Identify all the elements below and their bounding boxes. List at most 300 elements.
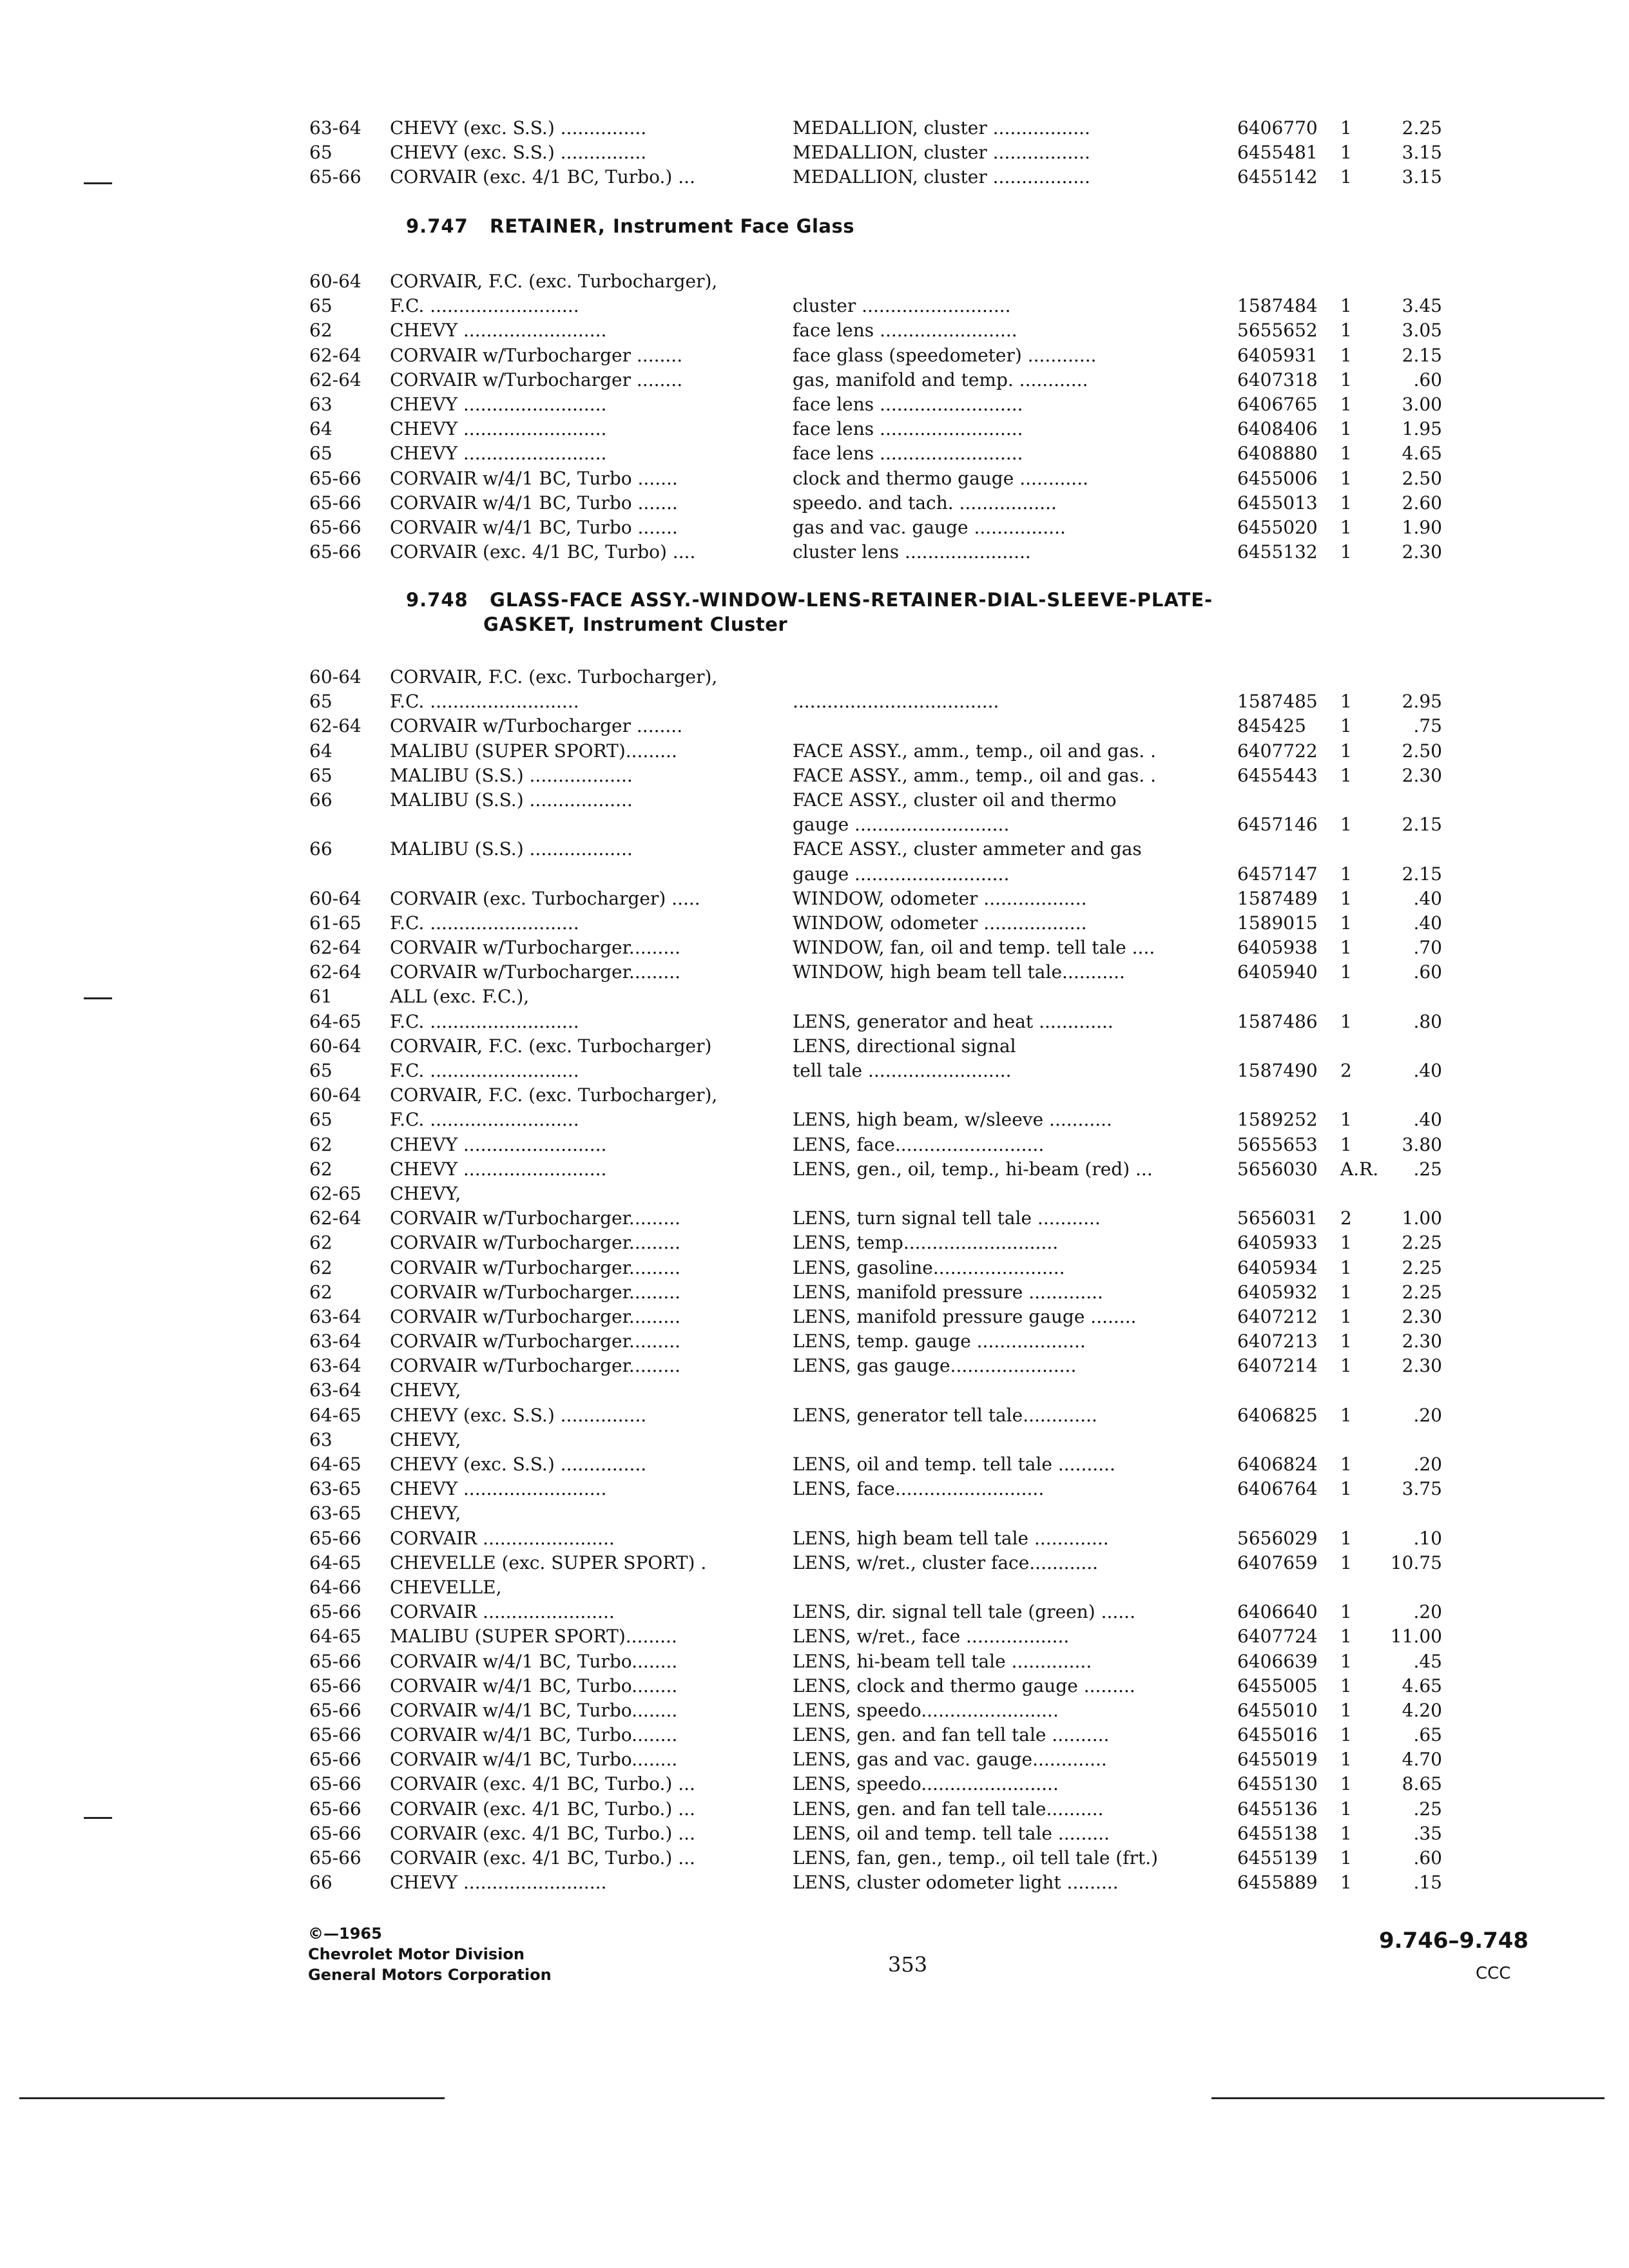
parts-row <box>303 1846 1450 1870</box>
quantity-cell: 1 <box>1340 912 1352 934</box>
quantity-cell: 1 <box>1340 516 1352 538</box>
description-cell: clock and thermo gauge ............ <box>793 467 1088 489</box>
part-number-cell: 6405933 <box>1237 1232 1318 1254</box>
model-cell: CHEVY ......................... <box>390 418 607 440</box>
model-cell: CORVAIR w/Turbocharger ........ <box>390 715 683 737</box>
description-cell: gas, manifold and temp. ............ <box>793 369 1088 390</box>
quantity-cell: 1 <box>1340 1675 1352 1696</box>
year-cell: 63-64 <box>309 1355 361 1377</box>
price-value: 3.15 <box>1402 142 1442 164</box>
price-value: .20 <box>1413 1601 1442 1623</box>
parts-row <box>303 862 1450 887</box>
model-cell: CORVAIR (exc. 4/1 BC, Turbo.) ... <box>390 1798 695 1820</box>
model-cell: CORVAIR w/Turbocharger......... <box>390 1232 681 1254</box>
price-value: 1.90 <box>1402 516 1442 538</box>
parts-row <box>303 441 1450 466</box>
parts-row <box>303 1083 1450 1108</box>
price-value: .60 <box>1413 1847 1442 1869</box>
margin-mark <box>84 997 112 999</box>
model-cell: CORVAIR w/4/1 BC, Turbo........ <box>390 1724 678 1746</box>
year-cell: 65-66 <box>309 1822 361 1844</box>
parts-row <box>303 1256 1450 1280</box>
year-cell: 64-65 <box>309 1404 361 1426</box>
year-cell: 64-65 <box>309 1010 361 1032</box>
parts-row <box>303 466 1450 491</box>
price-value: .10 <box>1413 1527 1442 1549</box>
year-cell: 61-65 <box>309 912 361 934</box>
price-value: 2.25 <box>1402 1281 1442 1303</box>
parts-row <box>303 1059 1450 1083</box>
description-cell: LENS, manifold pressure gauge ........ <box>793 1305 1137 1327</box>
year-cell: 65 <box>309 443 333 465</box>
model-cell: CORVAIR w/Turbocharger......... <box>390 1207 681 1229</box>
quantity-cell: 1 <box>1340 1749 1352 1771</box>
year-cell: 63 <box>309 1428 333 1450</box>
quantity-cell: 1 <box>1340 937 1352 959</box>
part-number-cell: 6407213 <box>1237 1331 1318 1352</box>
model-cell: CORVAIR w/Turbocharger......... <box>390 937 681 959</box>
section-number: 9.747 <box>406 215 468 237</box>
model-cell: CORVAIR w/Turbocharger......... <box>390 1256 681 1278</box>
quantity-cell: 1 <box>1340 443 1352 465</box>
model-cell: CHEVELLE, <box>390 1576 502 1598</box>
year-cell: 64 <box>309 740 333 762</box>
part-number-cell: 6407212 <box>1237 1305 1318 1327</box>
model-cell: ALL (exc. F.C.), <box>390 986 530 1008</box>
model-cell: CHEVELLE (exc. SUPER SPORT) . <box>390 1552 707 1573</box>
model-cell: MALIBU (S.S.) .................. <box>390 764 633 786</box>
description-cell: LENS, w/ret., cluster face............ <box>793 1552 1099 1573</box>
part-number-cell: 6455013 <box>1237 492 1318 514</box>
description-cell: tell tale ......................... <box>793 1060 1012 1081</box>
description-cell: LENS, face.......................... <box>793 1478 1045 1500</box>
quantity-cell: 1 <box>1340 492 1352 514</box>
quantity-cell: 1 <box>1340 1724 1352 1746</box>
quantity-cell: 1 <box>1340 740 1352 762</box>
model-cell: CORVAIR (exc. 4/1 BC, Turbo) .... <box>390 541 696 563</box>
quantity-cell: 1 <box>1340 1256 1352 1278</box>
quantity-cell: 1 <box>1340 691 1352 713</box>
description-cell: LENS, cluster odometer light ......... <box>793 1872 1119 1894</box>
parts-row <box>303 1870 1450 1895</box>
section-number: 9.748 <box>406 589 468 611</box>
part-number-cell: 5655652 <box>1237 320 1318 341</box>
quantity-cell: 1 <box>1340 369 1352 390</box>
model-cell: CHEVY ......................... <box>390 1158 607 1180</box>
parts-row <box>303 714 1450 738</box>
part-number-cell: 6407318 <box>1237 369 1318 390</box>
parts-row <box>303 960 1450 985</box>
quantity-cell: 1 <box>1340 1601 1352 1623</box>
part-number-cell: 6406770 <box>1237 117 1318 139</box>
quantity-cell: 2 <box>1340 1060 1352 1081</box>
medallion-parts-list <box>303 116 1450 190</box>
price-value: .40 <box>1413 1109 1442 1131</box>
price-value: 2.25 <box>1402 1232 1442 1254</box>
year-cell: 65-66 <box>309 1724 361 1746</box>
parts-row <box>303 1452 1450 1477</box>
price-value: .70 <box>1413 937 1442 959</box>
model-cell: CORVAIR w/4/1 BC, Turbo ....... <box>390 516 678 538</box>
year-cell: 65 <box>309 142 333 164</box>
model-cell: CORVAIR w/Turbocharger......... <box>390 1305 681 1327</box>
year-cell: 62 <box>309 1232 333 1254</box>
quantity-cell: 1 <box>1340 142 1352 164</box>
quantity-cell: 1 <box>1340 467 1352 489</box>
price-value: 3.00 <box>1402 393 1442 415</box>
year-cell: 60-64 <box>309 1084 361 1106</box>
quantity-cell: 1 <box>1340 1650 1352 1672</box>
part-number-cell: 1587486 <box>1237 1010 1318 1032</box>
quantity-cell: 1 <box>1340 863 1352 885</box>
description-cell: face lens ......................... <box>793 443 1023 465</box>
parts-row <box>303 1551 1450 1575</box>
year-cell: 62 <box>309 1256 333 1278</box>
part-number-cell: 6455443 <box>1237 764 1318 786</box>
instrument-cluster-parts-list <box>303 665 1450 1895</box>
year-cell: 60-64 <box>309 271 361 292</box>
part-number-cell: 845425 <box>1237 715 1306 737</box>
description-cell: LENS, w/ret., face .................. <box>793 1626 1070 1648</box>
quantity-cell: A.R. <box>1340 1158 1379 1180</box>
quantity-cell: 1 <box>1340 887 1352 909</box>
description-cell: MEDALLION, cluster ................. <box>793 166 1090 188</box>
price-value: 2.30 <box>1402 1305 1442 1327</box>
model-cell: MALIBU (S.S.) .................. <box>390 838 633 860</box>
model-cell: CORVAIR, F.C. (exc. Turbocharger), <box>390 1084 718 1106</box>
price-value: 2.30 <box>1402 541 1442 563</box>
part-number-cell: 1587485 <box>1237 691 1318 713</box>
parts-row <box>303 1378 1450 1403</box>
description-cell: LENS, turn signal tell tale ........... <box>793 1207 1101 1229</box>
parts-row <box>303 1280 1450 1305</box>
parts-row <box>303 936 1450 960</box>
part-number-cell: 6405932 <box>1237 1281 1318 1303</box>
year-cell: 62-64 <box>309 937 361 959</box>
description-cell: LENS, dir. signal tell tale (green) ...... <box>793 1601 1135 1623</box>
part-number-cell: 6455132 <box>1237 541 1318 563</box>
year-cell: 65-66 <box>309 1675 361 1696</box>
quantity-cell: 1 <box>1340 1552 1352 1573</box>
quantity-cell: 1 <box>1340 1232 1352 1254</box>
model-cell: CORVAIR w/4/1 BC, Turbo........ <box>390 1675 678 1696</box>
parts-row <box>303 1354 1450 1378</box>
model-cell: CORVAIR w/4/1 BC, Turbo ....... <box>390 467 678 489</box>
model-cell: CHEVY (exc. S.S.) ............... <box>390 1404 647 1426</box>
quantity-cell: 1 <box>1340 1478 1352 1500</box>
price-value: .60 <box>1413 369 1442 390</box>
year-cell: 63-64 <box>309 117 361 139</box>
quantity-cell: 1 <box>1340 1109 1352 1131</box>
model-cell: F.C. .......................... <box>390 1010 579 1032</box>
price-value: 4.65 <box>1402 443 1442 465</box>
model-cell: CORVAIR w/Turbocharger......... <box>390 1331 681 1352</box>
parts-row <box>303 294 1450 318</box>
parts-row <box>303 1747 1450 1772</box>
model-cell: CORVAIR ....................... <box>390 1527 615 1549</box>
part-number-cell: 6455016 <box>1237 1724 1318 1746</box>
model-cell: CORVAIR (exc. 4/1 BC, Turbo.) ... <box>390 1773 695 1795</box>
footer-publisher <box>308 1923 552 1985</box>
part-number-cell: 6406765 <box>1237 393 1318 415</box>
price-value: 4.20 <box>1402 1699 1442 1721</box>
part-number-cell: 6405940 <box>1237 961 1318 983</box>
price-value: 2.30 <box>1402 1355 1442 1377</box>
price-value: 2.50 <box>1402 467 1442 489</box>
model-cell: CORVAIR w/Turbocharger......... <box>390 1355 681 1377</box>
year-cell: 63-65 <box>309 1503 361 1524</box>
year-cell: 62-64 <box>309 961 361 983</box>
part-number-cell: 6455138 <box>1237 1822 1318 1844</box>
parts-row <box>303 1403 1450 1428</box>
model-cell: CORVAIR ....................... <box>390 1601 615 1623</box>
quantity-cell: 1 <box>1340 1872 1352 1894</box>
quantity-cell: 1 <box>1340 1773 1352 1795</box>
description-cell: LENS, high beam, w/sleeve ........... <box>793 1109 1112 1131</box>
parts-row <box>303 1526 1450 1551</box>
year-cell: 65-66 <box>309 516 361 538</box>
year-cell: 65-66 <box>309 1847 361 1869</box>
quantity-cell: 1 <box>1340 541 1352 563</box>
part-number-cell: 6455005 <box>1237 1675 1318 1696</box>
description-cell: FACE ASSY., amm., temp., oil and gas. . <box>793 740 1157 762</box>
parts-row <box>303 887 1450 911</box>
quantity-cell: 1 <box>1340 1822 1352 1844</box>
part-number-cell: 6455010 <box>1237 1699 1318 1721</box>
price-value: 1.00 <box>1402 1207 1442 1229</box>
description-cell: LENS, face.......................... <box>793 1133 1045 1155</box>
quantity-cell: 1 <box>1340 1355 1352 1377</box>
part-number-cell: 6455130 <box>1237 1773 1318 1795</box>
margin-mark <box>84 182 112 184</box>
quantity-cell: 1 <box>1340 1305 1352 1327</box>
description-cell: WINDOW, odometer .................. <box>793 912 1087 934</box>
model-cell: CORVAIR (exc. 4/1 BC, Turbo.) ... <box>390 1822 695 1844</box>
model-cell: CORVAIR w/4/1 BC, Turbo ....... <box>390 492 678 514</box>
part-number-cell: 6407659 <box>1237 1552 1318 1573</box>
year-cell: 63 <box>309 393 333 415</box>
parts-row <box>303 837 1450 861</box>
price-value: 1.95 <box>1402 418 1442 440</box>
year-cell: 66 <box>309 1872 333 1894</box>
section-heading-9-748 <box>406 588 1373 637</box>
parts-row <box>303 1305 1450 1329</box>
parts-row <box>303 1501 1450 1526</box>
parts-row <box>303 812 1450 837</box>
group-reference: 9.746–9.748 <box>1379 1928 1529 1954</box>
model-cell: CORVAIR, F.C. (exc. Turbocharger), <box>390 666 718 687</box>
model-cell: F.C. .......................... <box>390 912 579 934</box>
parts-row <box>303 1575 1450 1600</box>
year-cell: 60-64 <box>309 887 361 909</box>
quantity-cell: 1 <box>1340 1133 1352 1155</box>
model-cell: CORVAIR, F.C. (exc. Turbocharger), <box>390 271 718 292</box>
part-number-cell: 6406639 <box>1237 1650 1318 1672</box>
division-name: Chevrolet Motor Division <box>308 1945 525 1963</box>
year-cell: 60-64 <box>309 1035 361 1057</box>
price-value: 3.15 <box>1402 166 1442 188</box>
description-cell: face glass (speedometer) ............ <box>793 344 1097 366</box>
parts-row <box>303 1010 1450 1034</box>
price-value: 2.15 <box>1402 814 1442 836</box>
part-number-cell: 5655653 <box>1237 1133 1318 1155</box>
description-cell: LENS, manifold pressure ............. <box>793 1281 1103 1303</box>
description-cell: LENS, gasoline....................... <box>793 1256 1065 1278</box>
model-cell: CHEVY ......................... <box>390 443 607 465</box>
year-cell: 65-66 <box>309 1650 361 1672</box>
year-cell: 61 <box>309 986 333 1008</box>
model-cell: CORVAIR (exc. Turbocharger) ..... <box>390 887 700 909</box>
part-number-cell: 6405934 <box>1237 1256 1318 1278</box>
description-cell: LENS, gen. and fan tell tale .......... <box>793 1724 1110 1746</box>
parts-row <box>303 1182 1450 1206</box>
parts-row <box>303 665 1450 689</box>
parts-row <box>303 1034 1450 1059</box>
description-cell: LENS, fan, gen., temp., oil tell tale (frt.) <box>793 1847 1159 1869</box>
model-cell: MALIBU (S.S.) .................. <box>390 789 633 811</box>
price-value: 2.25 <box>1402 1256 1442 1278</box>
quantity-cell: 1 <box>1340 393 1352 415</box>
year-cell: 64-65 <box>309 1626 361 1648</box>
part-number-cell: 5656030 <box>1237 1158 1318 1180</box>
quantity-cell: 1 <box>1340 295 1352 317</box>
price-value: 2.25 <box>1402 117 1442 139</box>
model-cell: CHEVY, <box>390 1428 461 1450</box>
part-number-cell: 6408406 <box>1237 418 1318 440</box>
model-cell: CHEVY (exc. S.S.) ............... <box>390 117 647 139</box>
copyright: ©—1965 <box>308 1925 382 1943</box>
price-value: 2.30 <box>1402 1331 1442 1352</box>
price-value: 2.95 <box>1402 691 1442 713</box>
description-cell: FACE ASSY., cluster oil and thermo <box>793 789 1117 811</box>
parts-row <box>303 1600 1450 1624</box>
year-cell: 65 <box>309 691 333 713</box>
quantity-cell: 1 <box>1340 1281 1352 1303</box>
year-cell: 65-66 <box>309 1749 361 1771</box>
description-cell: face lens ......................... <box>793 418 1023 440</box>
part-number-cell: 6455020 <box>1237 516 1318 538</box>
model-cell: CORVAIR (exc. 4/1 BC, Turbo.) ... <box>390 166 695 188</box>
description-cell: LENS, gas and vac. gauge............. <box>793 1749 1107 1771</box>
price-value: 2.30 <box>1402 764 1442 786</box>
year-cell: 64-66 <box>309 1576 361 1598</box>
description-cell: gas and vac. gauge ................ <box>793 516 1066 538</box>
year-cell: 65-66 <box>309 492 361 514</box>
description-cell: LENS, oil and temp. tell tale .......... <box>793 1454 1115 1475</box>
part-number-cell: 6406640 <box>1237 1601 1318 1623</box>
description-cell: MEDALLION, cluster ................. <box>793 142 1090 164</box>
description-cell: LENS, speedo........................ <box>793 1773 1059 1795</box>
year-cell: 62-64 <box>309 1207 361 1229</box>
price-value: .25 <box>1413 1798 1442 1820</box>
parts-row <box>303 1329 1450 1354</box>
year-cell: 65 <box>309 295 333 317</box>
year-cell: 63-64 <box>309 1331 361 1352</box>
model-cell: CHEVY ......................... <box>390 1872 607 1894</box>
model-cell: CORVAIR w/4/1 BC, Turbo........ <box>390 1650 678 1672</box>
section-title-line1: GLASS-FACE ASSY.-WINDOW-LENS-RETAINER-DIAL-SLEEVE-PLATE- <box>490 589 1213 611</box>
quantity-cell: 1 <box>1340 1331 1352 1352</box>
parts-row <box>303 368 1450 392</box>
model-cell: CORVAIR w/Turbocharger......... <box>390 961 681 983</box>
price-value: .20 <box>1413 1454 1442 1475</box>
price-value: 11.00 <box>1390 1626 1442 1648</box>
year-cell: 65 <box>309 1060 333 1081</box>
parts-row <box>303 318 1450 343</box>
part-number-cell: 6455006 <box>1237 467 1318 489</box>
year-cell: 65-66 <box>309 467 361 489</box>
year-cell: 64-65 <box>309 1552 361 1573</box>
parts-row <box>303 1649 1450 1674</box>
parts-row <box>303 540 1450 564</box>
description-cell: cluster .......................... <box>793 295 1011 317</box>
price-value: 3.75 <box>1402 1478 1442 1500</box>
description-cell: LENS, oil and temp. tell tale ......... <box>793 1822 1110 1844</box>
quantity-cell: 1 <box>1340 418 1352 440</box>
quantity-cell: 1 <box>1340 1010 1352 1032</box>
part-number-cell: 1587489 <box>1237 887 1318 909</box>
description-cell: FACE ASSY., amm., temp., oil and gas. . <box>793 764 1157 786</box>
part-number-cell: 6455019 <box>1237 1749 1318 1771</box>
year-cell: 65-66 <box>309 166 361 188</box>
model-cell: CHEVY ......................... <box>390 1133 607 1155</box>
part-number-cell: 6406825 <box>1237 1404 1318 1426</box>
description-cell: gauge ........................... <box>793 863 1010 885</box>
price-value: .25 <box>1413 1158 1442 1180</box>
description-cell: LENS, gas gauge...................... <box>793 1355 1077 1377</box>
section-subtitle: Instrument Cluster <box>583 613 788 635</box>
model-cell: F.C. .......................... <box>390 1109 579 1131</box>
year-cell: 65-66 <box>309 1527 361 1549</box>
parts-row <box>303 1428 1450 1452</box>
quantity-cell: 1 <box>1340 117 1352 139</box>
part-number-cell: 6405938 <box>1237 937 1318 959</box>
model-cell: CORVAIR, F.C. (exc. Turbocharger) <box>390 1035 712 1057</box>
parts-row <box>303 1624 1450 1649</box>
year-cell: 65-66 <box>309 541 361 563</box>
description-cell: LENS, speedo........................ <box>793 1699 1059 1721</box>
description-cell: FACE ASSY., cluster ammeter and gas <box>793 838 1142 860</box>
section-title-line2: GASKET, <box>483 613 576 635</box>
part-number-cell: 6455136 <box>1237 1798 1318 1820</box>
parts-row <box>303 515 1450 540</box>
year-cell: 66 <box>309 838 333 860</box>
price-value: .40 <box>1413 912 1442 934</box>
model-cell: CHEVY, <box>390 1182 461 1204</box>
year-cell: 62 <box>309 1281 333 1303</box>
part-number-cell: 6406824 <box>1237 1454 1318 1475</box>
year-cell: 66 <box>309 789 333 811</box>
description-cell: .................................... <box>793 691 999 713</box>
description-cell: LENS, clock and thermo gauge ......... <box>793 1675 1135 1696</box>
price-value: .60 <box>1413 961 1442 983</box>
quantity-cell: 1 <box>1340 1626 1352 1648</box>
quantity-cell: 1 <box>1340 814 1352 836</box>
price-value: .45 <box>1413 1650 1442 1672</box>
section-heading-9-747 <box>406 214 1373 238</box>
year-cell: 60-64 <box>309 666 361 687</box>
year-cell: 62-64 <box>309 344 361 366</box>
description-cell: LENS, gen. and fan tell tale.......... <box>793 1798 1104 1820</box>
model-cell: CHEVY ......................... <box>390 393 607 415</box>
price-value: .15 <box>1413 1872 1442 1894</box>
model-cell: CHEVY, <box>390 1503 461 1524</box>
description-cell: LENS, temp. gauge ................... <box>793 1331 1086 1352</box>
price-value: .75 <box>1413 715 1442 737</box>
price-value: .65 <box>1413 1724 1442 1746</box>
model-cell: CHEVY (exc. S.S.) ............... <box>390 142 647 164</box>
parts-row <box>303 116 1450 140</box>
